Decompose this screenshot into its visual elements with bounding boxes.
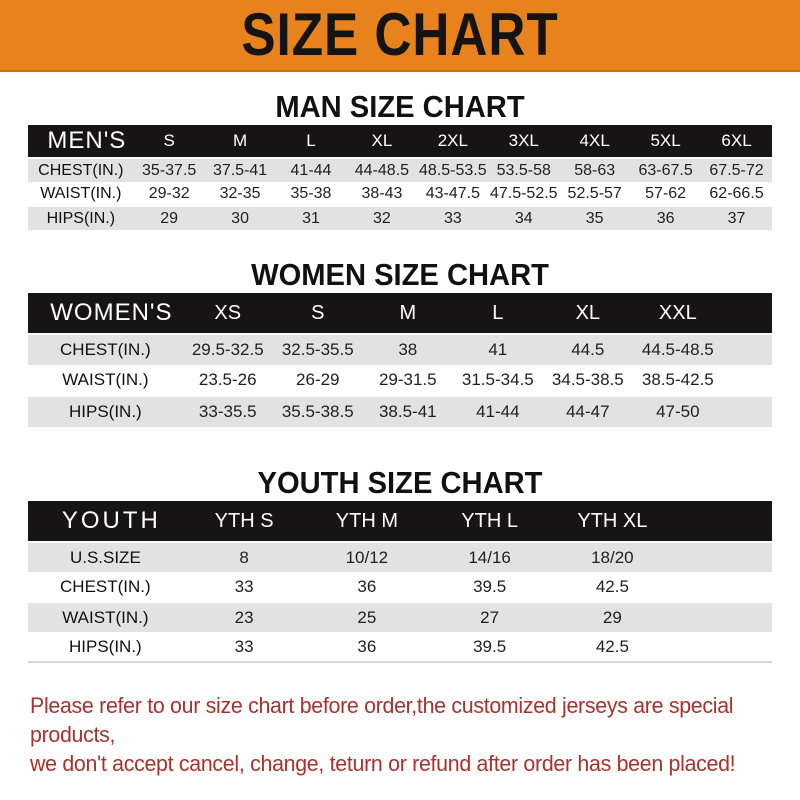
size-cell: 48.5-53.5	[417, 158, 488, 182]
size-cell: 32	[346, 206, 417, 230]
size-cell: 43-47.5	[425, 184, 480, 202]
row-label: WAIST(IN.)	[62, 370, 149, 389]
size-cell: 38-43	[361, 184, 403, 202]
size-cell: 44-48.5	[346, 158, 417, 182]
size-cell: 41-44	[276, 158, 347, 182]
size-column-header: YTH M	[335, 509, 398, 532]
size-cell: 35-38	[290, 184, 332, 202]
size-cell: 14/16	[428, 542, 551, 572]
size-column-header: XL	[371, 131, 393, 150]
size-cell: 39.5	[428, 632, 551, 662]
men-header-label: MEN'S	[47, 127, 127, 154]
size-column-header: 4XL	[579, 131, 610, 150]
size-cell: 37.5-41	[205, 158, 276, 182]
size-cell: 42.5	[551, 632, 674, 662]
row-label: HIPS(IN.)	[28, 632, 183, 662]
size-cell: 47.5-52.5	[489, 184, 558, 202]
women-header-label: WOMEN'S	[50, 299, 173, 326]
size-cell: 32-35	[219, 184, 261, 202]
women-waist-row	[28, 365, 772, 396]
size-cell: 36	[357, 576, 377, 596]
size-cell: 31	[276, 206, 347, 230]
row-label: HIPS(IN.)	[28, 396, 183, 427]
size-cell: 47-50	[633, 396, 723, 427]
size-cell: 38	[363, 334, 453, 365]
size-cell: 35.5-38.5	[273, 396, 363, 427]
women-chest-row	[28, 334, 772, 365]
size-column-header: YTH XL	[577, 509, 648, 532]
size-cell: 44-47	[543, 396, 633, 427]
size-cell: 57-62	[645, 184, 687, 202]
size-cell: 8	[183, 542, 306, 572]
size-cell: 26-29	[296, 370, 340, 389]
row-label: U.S.SIZE	[28, 542, 183, 572]
size-chart-banner	[0, 0, 800, 72]
youth-waist-row	[28, 602, 772, 632]
size-cell: 63-67.5	[630, 158, 701, 182]
row-label: WAIST(IN.)	[40, 184, 122, 202]
size-column-header: L	[306, 131, 316, 150]
youth-size-table	[28, 501, 772, 663]
row-label: WAIST(IN.)	[28, 602, 183, 632]
size-cell: 53.5-58	[488, 158, 559, 182]
size-cell: 25	[306, 602, 429, 632]
size-cell: 35-37.5	[134, 158, 205, 182]
size-cell: 44.5	[543, 334, 633, 365]
size-cell: 29	[134, 206, 205, 230]
size-cell: 44.5-48.5	[633, 334, 723, 365]
size-cell: 33	[234, 576, 254, 596]
size-cell: 29	[551, 602, 674, 632]
size-cell: 23	[183, 602, 306, 632]
women-size-table	[28, 293, 772, 427]
size-cell: 29.5-32.5	[183, 334, 273, 365]
size-column-header: S	[163, 131, 175, 150]
size-column-header: 3XL	[508, 131, 539, 150]
size-column-header: XS	[214, 301, 242, 324]
size-cell: 34	[488, 206, 559, 230]
size-column-header: S	[311, 301, 325, 324]
size-cell: 38.5-41	[363, 396, 453, 427]
size-cell: 67.5-72	[701, 158, 772, 182]
youth-section-title: YOUTH SIZE CHART	[257, 465, 543, 500]
size-cell: 23.5-26	[198, 370, 257, 389]
banner-title: SIZE CHART	[241, 1, 559, 69]
size-column-header: 5XL	[650, 131, 681, 150]
size-cell: 36	[306, 632, 429, 662]
youth-header-label: YOUTH	[61, 507, 161, 534]
size-cell: 31.5-34.5	[461, 370, 534, 389]
row-label: HIPS(IN.)	[28, 206, 134, 230]
size-cell: 33	[417, 206, 488, 230]
size-column-header: YTH S	[214, 509, 274, 532]
size-cell: 41	[453, 334, 543, 365]
size-cell: 39.5	[473, 576, 507, 596]
women-header-row	[28, 293, 772, 334]
youth-hips-row	[28, 632, 772, 662]
youth-ussize-row	[28, 542, 772, 572]
footer-note	[0, 691, 800, 778]
size-column-header: 6XL	[721, 131, 752, 150]
footer-note-line2: we don't accept cancel, change, teturn or refund after order has been placed!	[30, 751, 736, 776]
size-column-header: XXL	[658, 301, 697, 324]
size-cell: 29-31.5	[378, 370, 437, 389]
size-cell: 62-66.5	[709, 184, 764, 202]
size-cell: 38.5-42.5	[641, 370, 714, 389]
size-column-header: 2XL	[437, 131, 468, 150]
size-column-header: L	[492, 301, 504, 324]
size-column-header: M	[232, 131, 248, 150]
footer-note-line1: Please refer to our size chart before order,the customized jerseys are special products,	[30, 693, 734, 747]
size-column-header: YTH L	[461, 509, 518, 532]
men-hips-row	[28, 206, 772, 230]
size-cell: 58-63	[559, 158, 630, 182]
size-cell: 30	[205, 206, 276, 230]
size-cell: 36	[630, 206, 701, 230]
men-size-table	[28, 125, 772, 230]
men-header-row	[28, 125, 772, 158]
youth-chest-row	[28, 572, 772, 602]
youth-header-row	[28, 501, 772, 542]
row-label: CHEST(IN.)	[28, 158, 134, 182]
size-cell: 35	[559, 206, 630, 230]
size-cell: 41-44	[453, 396, 543, 427]
row-label: CHEST(IN.)	[60, 576, 151, 596]
size-cell: 42.5	[595, 576, 629, 596]
size-cell: 33	[183, 632, 306, 662]
women-hips-row	[28, 396, 772, 427]
size-column-header: M	[399, 301, 417, 324]
size-cell: 27	[428, 602, 551, 632]
size-column-header: XL	[575, 301, 601, 324]
man-section-title: MAN SIZE CHART	[275, 89, 525, 124]
size-cell: 34.5-38.5	[551, 370, 624, 389]
size-cell: 52.5-57	[567, 184, 622, 202]
size-cell: 37	[701, 206, 772, 230]
men-waist-row	[28, 182, 772, 206]
size-cell: 32.5-35.5	[273, 334, 363, 365]
size-cell: 33-35.5	[183, 396, 273, 427]
row-label: CHEST(IN.)	[28, 334, 183, 365]
size-cell: 29-32	[148, 184, 190, 202]
men-chest-row	[28, 158, 772, 182]
size-cell: 18/20	[551, 542, 674, 572]
women-section-title: WOMEN SIZE CHART	[251, 257, 549, 292]
size-cell: 10/12	[306, 542, 429, 572]
